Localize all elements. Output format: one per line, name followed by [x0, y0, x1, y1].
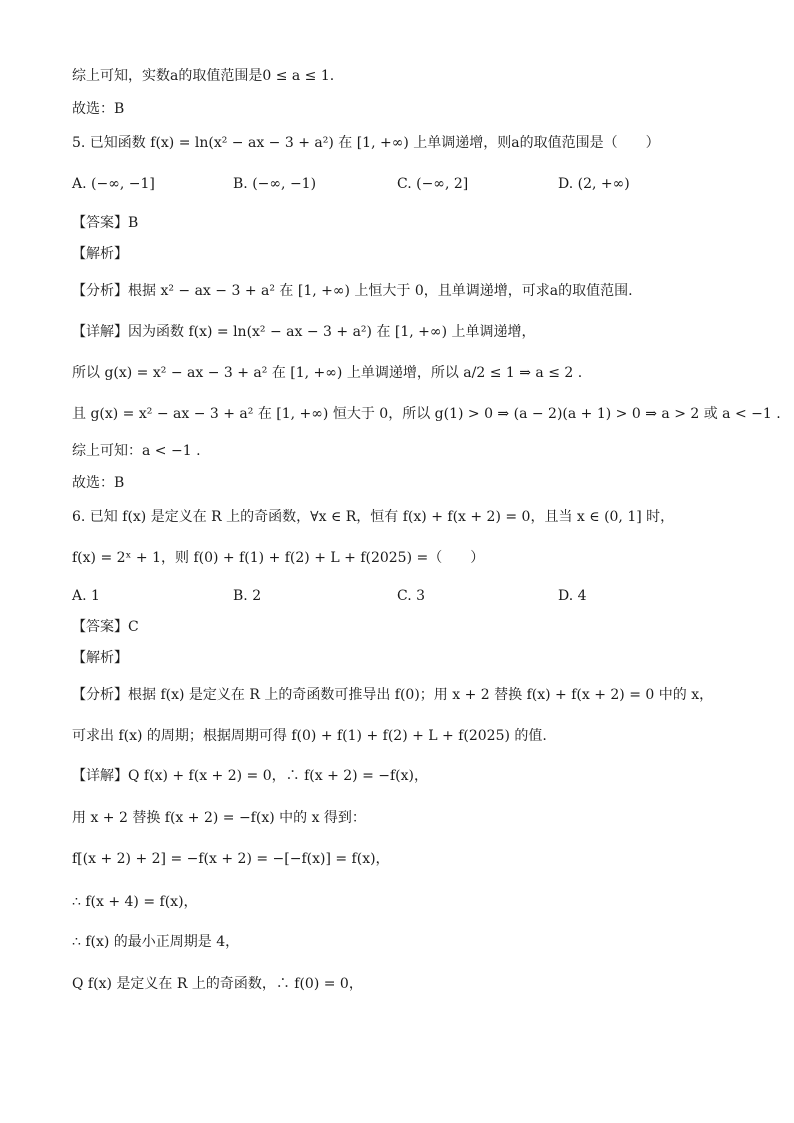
question-6-options: [72, 586, 712, 606]
q6-step-2: f[(x + 2) + 2] = −f(x + 2) = −[−f(x)] = f(x)，: [72, 851, 390, 867]
option-c: C. (−∞, 2]: [397, 176, 469, 192]
option-d: D. (2, +∞): [558, 176, 630, 192]
option-a: A. (−∞, −1]: [72, 176, 155, 192]
question-5-stem: 5. 已知函数 f(x) = ln(x² − ax − 3 + a²) 在 [1, +∞) 上单调递增，则a的取值范围是（ ）: [72, 135, 660, 151]
option-d: D. 4: [558, 588, 587, 604]
prev-choice: 故选：B: [72, 101, 125, 117]
q5-conclusion: 综上可知：a < −1 .: [72, 443, 201, 459]
option-b: B. (−∞, −1): [233, 176, 317, 192]
q5-step-2: 且 g(x) = x² − ax − 3 + a² 在 [1, +∞) 恒大于 0，所以 g(1) > 0 ⇒ (a − 2)(a + 1) > 0 ⇒ a > 2 或 a < −1 .: [72, 406, 781, 422]
q6-step-3: ∴ f(x + 4) = f(x)，: [72, 894, 198, 910]
q6-analysis-line-1: 【分析】根据 f(x) 是定义在 R 上的奇函数可推导出 f(0)；用 x + 2 替换 f(x) + f(x + 2) = 0 中的 x，: [72, 687, 714, 703]
prev-conclusion: 综上可知，实数a的取值范围是0 ≤ a ≤ 1.: [72, 68, 335, 84]
q6-jiexi-heading: 【解析】: [72, 650, 128, 666]
question-6-stem-line-2: f(x) = 2ˣ + 1，则 f(0) + f(1) + f(2) + L + f(2025) =（ ）: [72, 550, 485, 566]
question-5-options: [72, 174, 712, 194]
q6-step-5: Q f(x) 是定义在 R 上的奇函数，∴ f(0) = 0，: [72, 976, 363, 992]
q5-answer: 【答案】B: [72, 215, 139, 231]
q5-step-1: 所以 g(x) = x² − ax − 3 + a² 在 [1, +∞) 上单调递增，所以 a/2 ≤ 1 ⇒ a ≤ 2 .: [72, 365, 583, 381]
option-a: A. 1: [72, 588, 100, 604]
q5-detail: 【详解】因为函数 f(x) = ln(x² − ax − 3 + a²) 在 [1, +∞) 上单调递增，: [72, 324, 536, 340]
q5-choice: 故选：B: [72, 475, 125, 491]
q5-jiexi-heading: 【解析】: [72, 246, 128, 262]
q6-step-1: 用 x + 2 替换 f(x + 2) = −f(x) 中的 x 得到：: [72, 810, 366, 826]
q6-step-4: ∴ f(x) 的最小正周期是 4，: [72, 934, 240, 950]
q6-analysis-line-2: 可求出 f(x) 的周期；根据周期可得 f(0) + f(1) + f(2) + L + f(2025) 的值.: [72, 728, 547, 744]
question-6-stem-line-1: 6. 已知 f(x) 是定义在 R 上的奇函数，∀x ∈ R，恒有 f(x) + f(x + 2) = 0，且当 x ∈ (0, 1] 时，: [72, 509, 675, 525]
q6-answer: 【答案】C: [72, 619, 139, 635]
q6-detail: 【详解】Q f(x) + f(x + 2) = 0，∴ f(x + 2) = −f(x)，: [72, 768, 428, 784]
option-c: C. 3: [397, 588, 426, 604]
q5-analysis: 【分析】根据 x² − ax − 3 + a² 在 [1, +∞) 上恒大于 0，且单调递增，可求a的取值范围.: [72, 283, 633, 299]
option-b: B. 2: [233, 588, 262, 604]
